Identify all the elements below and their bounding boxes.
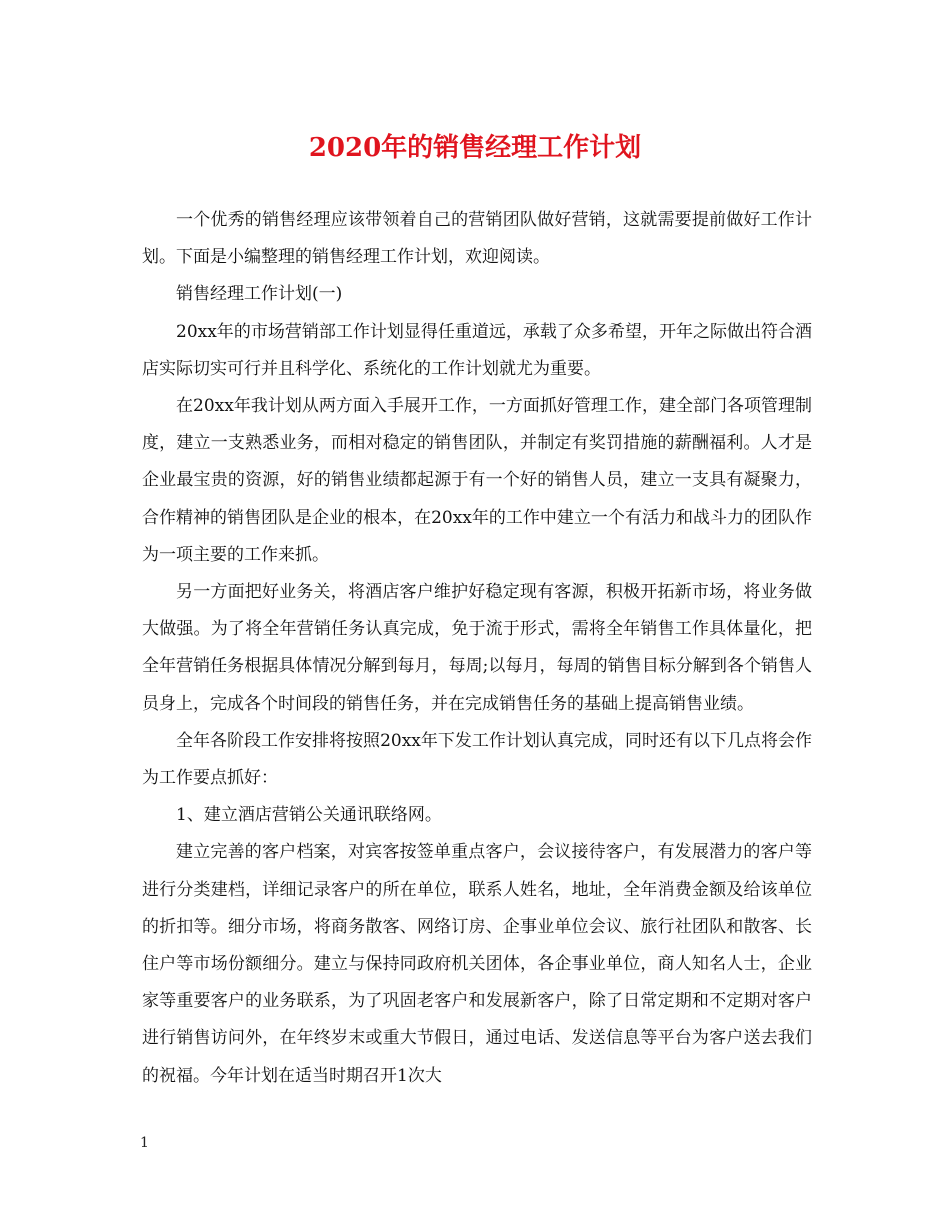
list-item-heading: 1、建立酒店营销公关通讯联络网。 <box>176 805 442 826</box>
section-heading: 销售经理工作计划(一) <box>176 284 343 305</box>
document-body <box>142 202 812 1095</box>
paragraph: 在20xx年我计划从两方面入手展开工作，一方面抓好管理工作，建全部门各项管理制度，建立一支熟悉业务，而相对稳定的销售团队，并制定有奖罚措施的薪酬福利。人才是企业最宝贵的资源，好的销售业绩都起源于有一个好的销售人员，建立一支具有凝聚力，合作精神的销售团队是企业的根本，在20xx年的工作中建立一个有活力和战斗力的团队作为一项主要的工作来抓。 <box>142 396 812 565</box>
paragraph: 另一方面把好业务关，将酒店客户维护好稳定现有客源，积极开拓新市场，将业务做大做强。为了将全年营销任务认真完成，免于流于形式，需将全年销售工作具体量化，把全年营销任务根据具体情况分解到每月，每周;以每月，每周的销售目标分解到各个销售人员身上，完成各个时间段的销售任务，并在完成销售任务的基础上提高销售业绩。 <box>142 582 812 714</box>
paragraph: 20xx年的市场营销部工作计划显得任重道远，承载了众多希望，开年之际做出符合酒店实际切实可行并且科学化、系统化的工作计划就尤为重要。 <box>142 321 812 379</box>
paragraph: 全年各阶段工作安排将按照20xx年下发工作计划认真完成，同时还有以下几点将会作为工作要点抓好： <box>142 730 812 789</box>
paragraph: 建立完善的客户档案，对宾客按签单重点客户，会议接待客户，有发展潜力的客户等进行分类建档，详细记录客户的所在单位，联系人姓名，地址，全年消费金额及给该单位的折扣等。细分市场，将商务散客、网络订房、企事业单位会议、旅行社团队和散客、长住户等市场份额细分。建立与保持同政府机关团体，各企事业单位，商人知名人士，企业家等重要客户的业务联系，为了巩固老客户和发展新客户，除了日常定期和不定期对客户进行销售访问外，在年终岁末或重大节假日，通过电话、发送信息等平台为客户送去我们的祝福。今年计划在适当时期召开1次大 <box>142 842 812 1086</box>
page-number: 1 <box>140 1135 149 1151</box>
paragraph-intro: 一个优秀的销售经理应该带领着自己的营销团队做好营销，这就需要提前做好工作计划。下面是小编整理的销售经理工作计划，欢迎阅读。 <box>142 210 812 268</box>
document-title: 2020年的销售经理工作计划 <box>308 133 642 163</box>
